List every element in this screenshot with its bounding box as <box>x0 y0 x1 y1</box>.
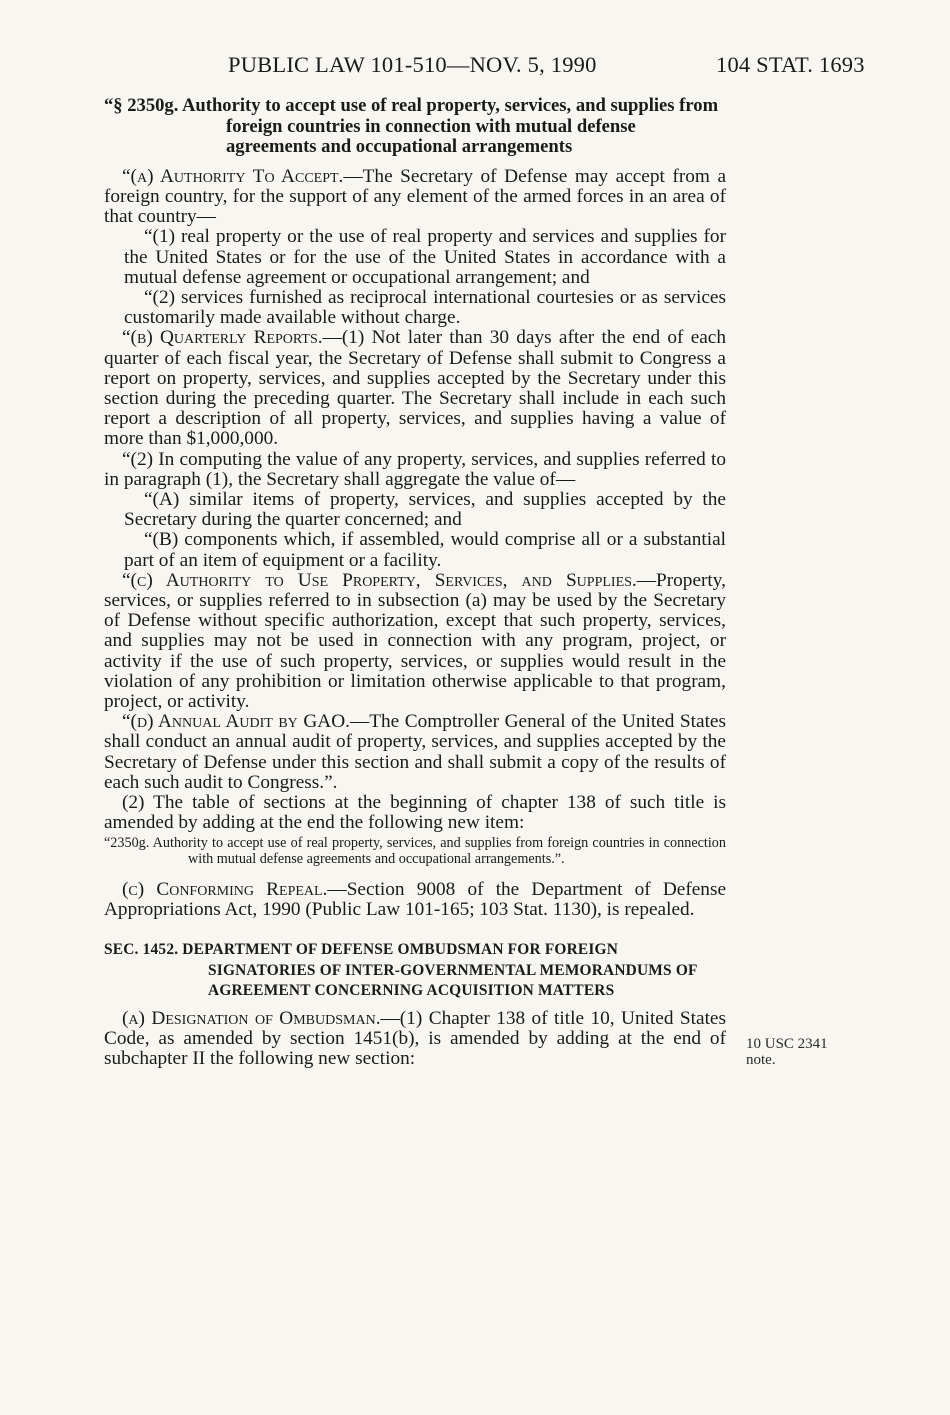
margin-note <box>746 1036 856 1068</box>
paragraph-a2: “(2) services furnished as reciprocal international courtesies or as services customarily made available without charge. <box>124 287 726 329</box>
subsection-a-label: “(a) Authority To Accept. <box>122 165 344 187</box>
subsection-c-text: —Property, services, or supplies referred to in subsection (a) may be used by the Secretary of Defense without specific authorization, except that such property, services, and supplies may not be used in connection with any program, project, or activity if the use of such property, services, or supplies would result in the violation of any prohibition or limitation otherwise applicable to that program, project, or activity. <box>104 569 726 713</box>
page-header <box>0 52 950 88</box>
subparagraph-bB: “(B) components which, if assembled, would comprise all or a substantial part of an item of equipment or a facility. <box>124 529 726 571</box>
stat-page-number: 104 STAT. 1693 <box>716 52 865 77</box>
subsection-d-text: GAO.—The Comptroller General of the United States shall conduct an annual audit of property, services, and supplies accepted by the Secretary of Defense under this section and shall submit a copy of the results of each such audit to Congress.”. <box>104 711 726 793</box>
table-amendment: (2) The table of sections at the beginning of chapter 138 of such title is amended by adding at the end the following new item: <box>104 792 726 834</box>
subsection-a <box>104 167 726 228</box>
subsection-c-label: “(c) Authority to Use Property, Services, and Supplies. <box>122 569 637 591</box>
section-2350g-heading: “§ 2350g. Authority to accept use of real property, services, and supplies from foreign countries in connection with mutual defense agreements and occupational arrangements <box>104 95 719 158</box>
paragraph-a1: “(1) real property or the use of real property and services and supplies for the United States or for the use of the United States in accordance with a mutual defense agreement or occupational arrangement; and <box>124 226 726 288</box>
conforming-repeal-label: (c) Conforming Repeal. <box>122 878 328 900</box>
subsection-b <box>104 328 726 449</box>
margin-note-citation: 10 USC 2341 <box>746 1036 828 1052</box>
subsection-d <box>104 712 726 793</box>
running-head: PUBLIC LAW 101-510—NOV. 5, 1990 <box>228 52 597 77</box>
subsection-d-label: “(d) Annual Audit by <box>122 711 298 733</box>
subsection-b-label: “(b) Quarterly Reports. <box>122 327 323 349</box>
section-1452-heading: SEC. 1452. DEPARTMENT OF DEFENSE OMBUDSMAN FOR FOREIGN SIGNATORIES OF INTER-GOVERNMENTAL MEMORANDUMS OF AGREEMENT CONCERNING ACQUISITION MATTERS <box>104 941 698 1000</box>
table-item-2350g: “2350g. Authority to accept use of real property, services, and supplies from foreign countries in connection with mutual defense agreements and occupational arrangements.”. <box>104 835 726 868</box>
section-1452-subsection-a <box>104 1009 726 1070</box>
subparagraph-bA: “(A) similar items of property, services, and supplies accepted by the Secretary during the quarter concerned; and <box>124 489 726 531</box>
conforming-repeal <box>104 880 726 920</box>
document-body <box>104 96 726 1069</box>
subsection-c <box>104 571 726 712</box>
conforming-repeal-text: —Section 9008 of the Department of Defense Appropriations Act, 1990 (Public Law 101-165; 103 Stat. 1130), is repealed. <box>104 878 727 920</box>
paragraph-b2: “(2) In computing the value of any property, services, and supplies referred to in paragraph (1), the Secretary shall aggregate the value of— <box>104 448 726 490</box>
margin-note-label: note. <box>746 1052 776 1068</box>
section-1452-a-label: (a) Designation of Ombudsman. <box>122 1007 381 1029</box>
subsection-b1-text: —(1) Not later than 30 days after the end of each quarter of each fiscal year, the Secretary of Defense shall submit to Congress a report on property, services, and supplies accepted by the Secretary under this section during the preceding quarter. The Secretary shall include in each such report a description of all property, services, and supplies having a value of more than $1,000,000. <box>104 327 727 450</box>
subsection-a-text: —The Secretary of Defense may accept from a foreign country, for the support of any element of the armed forces in an area of that country— <box>104 165 726 228</box>
section-1452-a-text: —(1) Chapter 138 of title 10, United States Code, as amended by section 1451(b), is amended by adding at the end of subchapter II the following new section: <box>104 1007 726 1069</box>
